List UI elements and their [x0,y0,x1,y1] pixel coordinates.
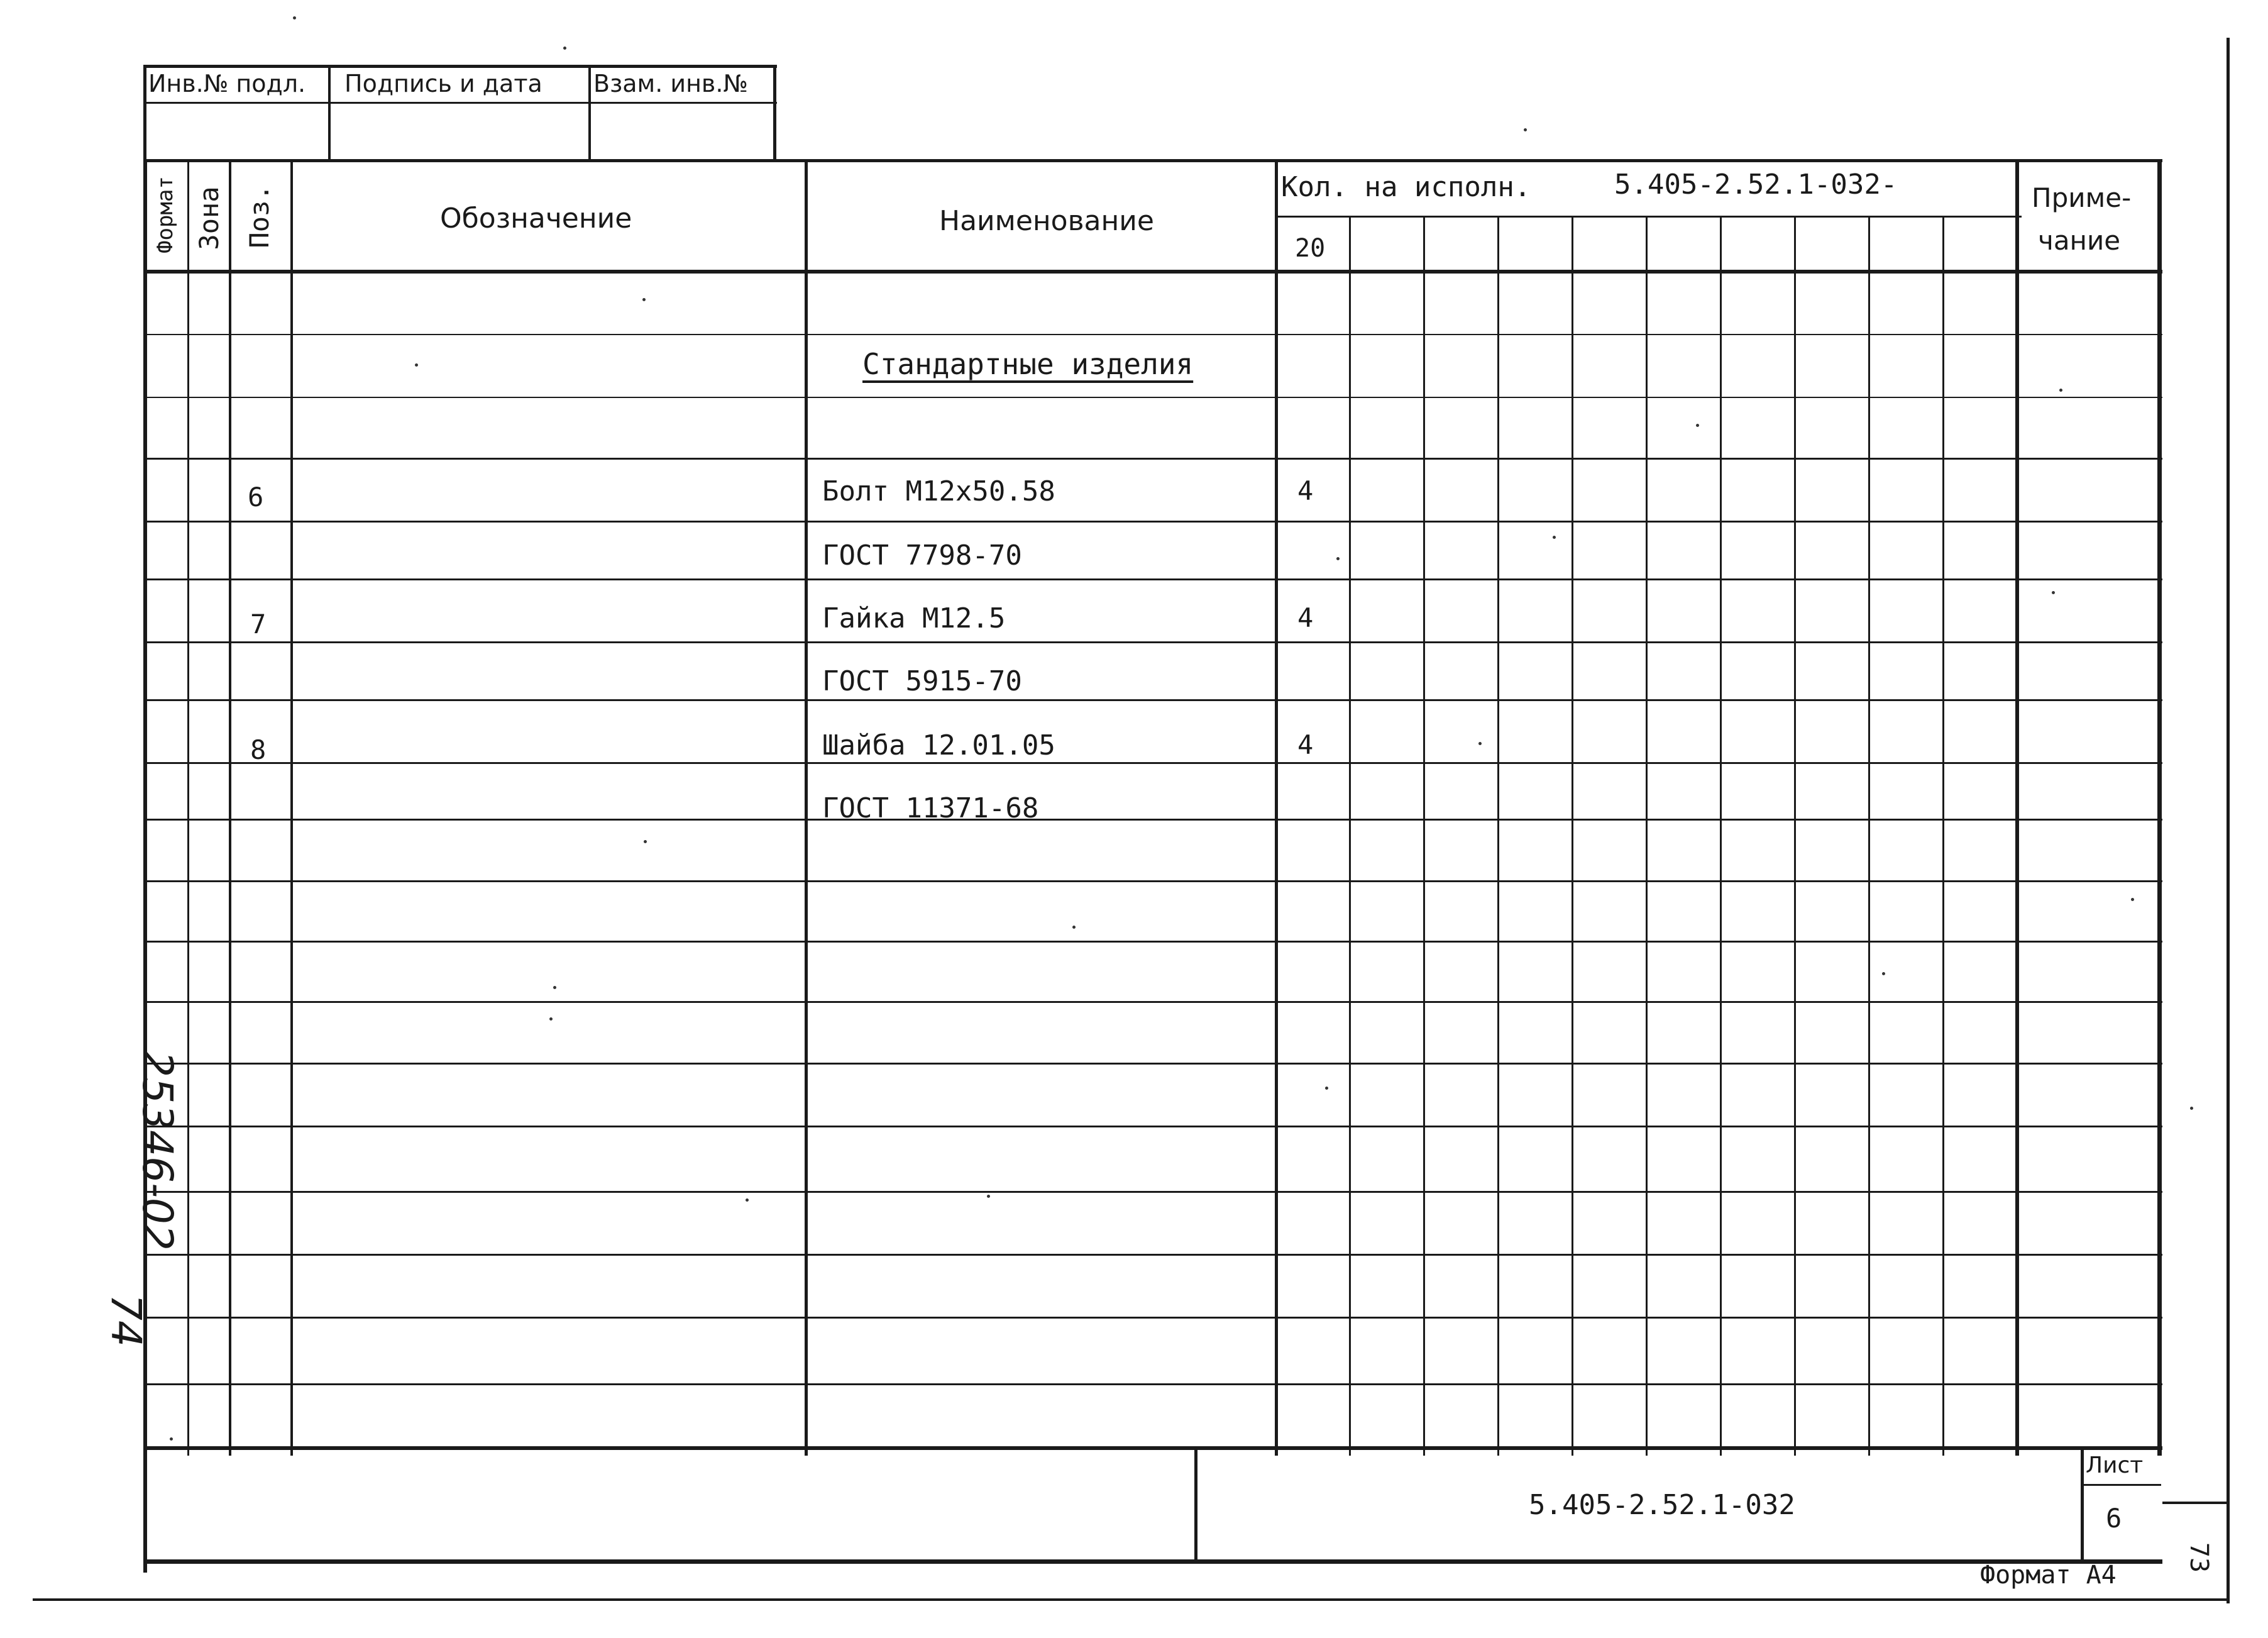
title-doc-number: 5.405-2.52.1-032 [1529,1489,1795,1521]
handwritten-number: 25346-02 [133,1051,182,1251]
stamp-vzam-inv-label: Взам. инв.№ [593,70,748,97]
row-qty: 4 [1297,475,1314,506]
row-name: ГОСТ 5915-70 [822,665,1022,697]
header-primechanie-2: чание [2038,225,2121,256]
row-name: Болт М12х50.58 [822,475,1055,507]
row-name: Гайка М12.5 [822,602,1006,634]
header-poz: Поз. [244,184,275,248]
row-name: Шайба 12.01.05 [822,729,1055,761]
title-list-label: Лист [2086,1453,2144,1478]
side-page-number: 73 [2184,1542,2213,1573]
stamp-inv-podl-label: Инв.№ подл. [148,70,306,97]
header-naimenovanie: Наименование [939,205,1154,237]
row-qty: 4 [1297,729,1314,760]
page-border-right [2227,38,2230,1603]
header-zona: Зона [194,186,224,250]
row-name: ГОСТ 7798-70 [822,540,1022,572]
handwritten-page: 74 [102,1294,150,1347]
section-title: Стандартные изделия [862,347,1194,381]
header-doc-code: 5.405-2.52.1-032- [1614,169,1898,201]
footer-format-label: Формат А4 [1980,1561,2117,1590]
header-kol-na-ispoln: Кол. на исполн. [1281,171,1531,203]
row-qty: 4 [1297,602,1314,633]
header-format: Формат [153,176,178,253]
header-ispoln-first: 20 [1295,234,1326,263]
page-border-bottom [33,1598,2229,1601]
row-poz: 8 [250,734,267,765]
title-list-number: 6 [2106,1503,2122,1534]
row-name: ГОСТ 11371-68 [822,792,1039,824]
row-poz: 6 [248,482,264,512]
stamp-podpis-data-label: Подпись и дата [344,70,542,97]
header-primechanie-1: Приме- [2032,182,2132,213]
row-poz: 7 [250,609,267,639]
header-oboznachenie: Обозначение [440,202,632,235]
